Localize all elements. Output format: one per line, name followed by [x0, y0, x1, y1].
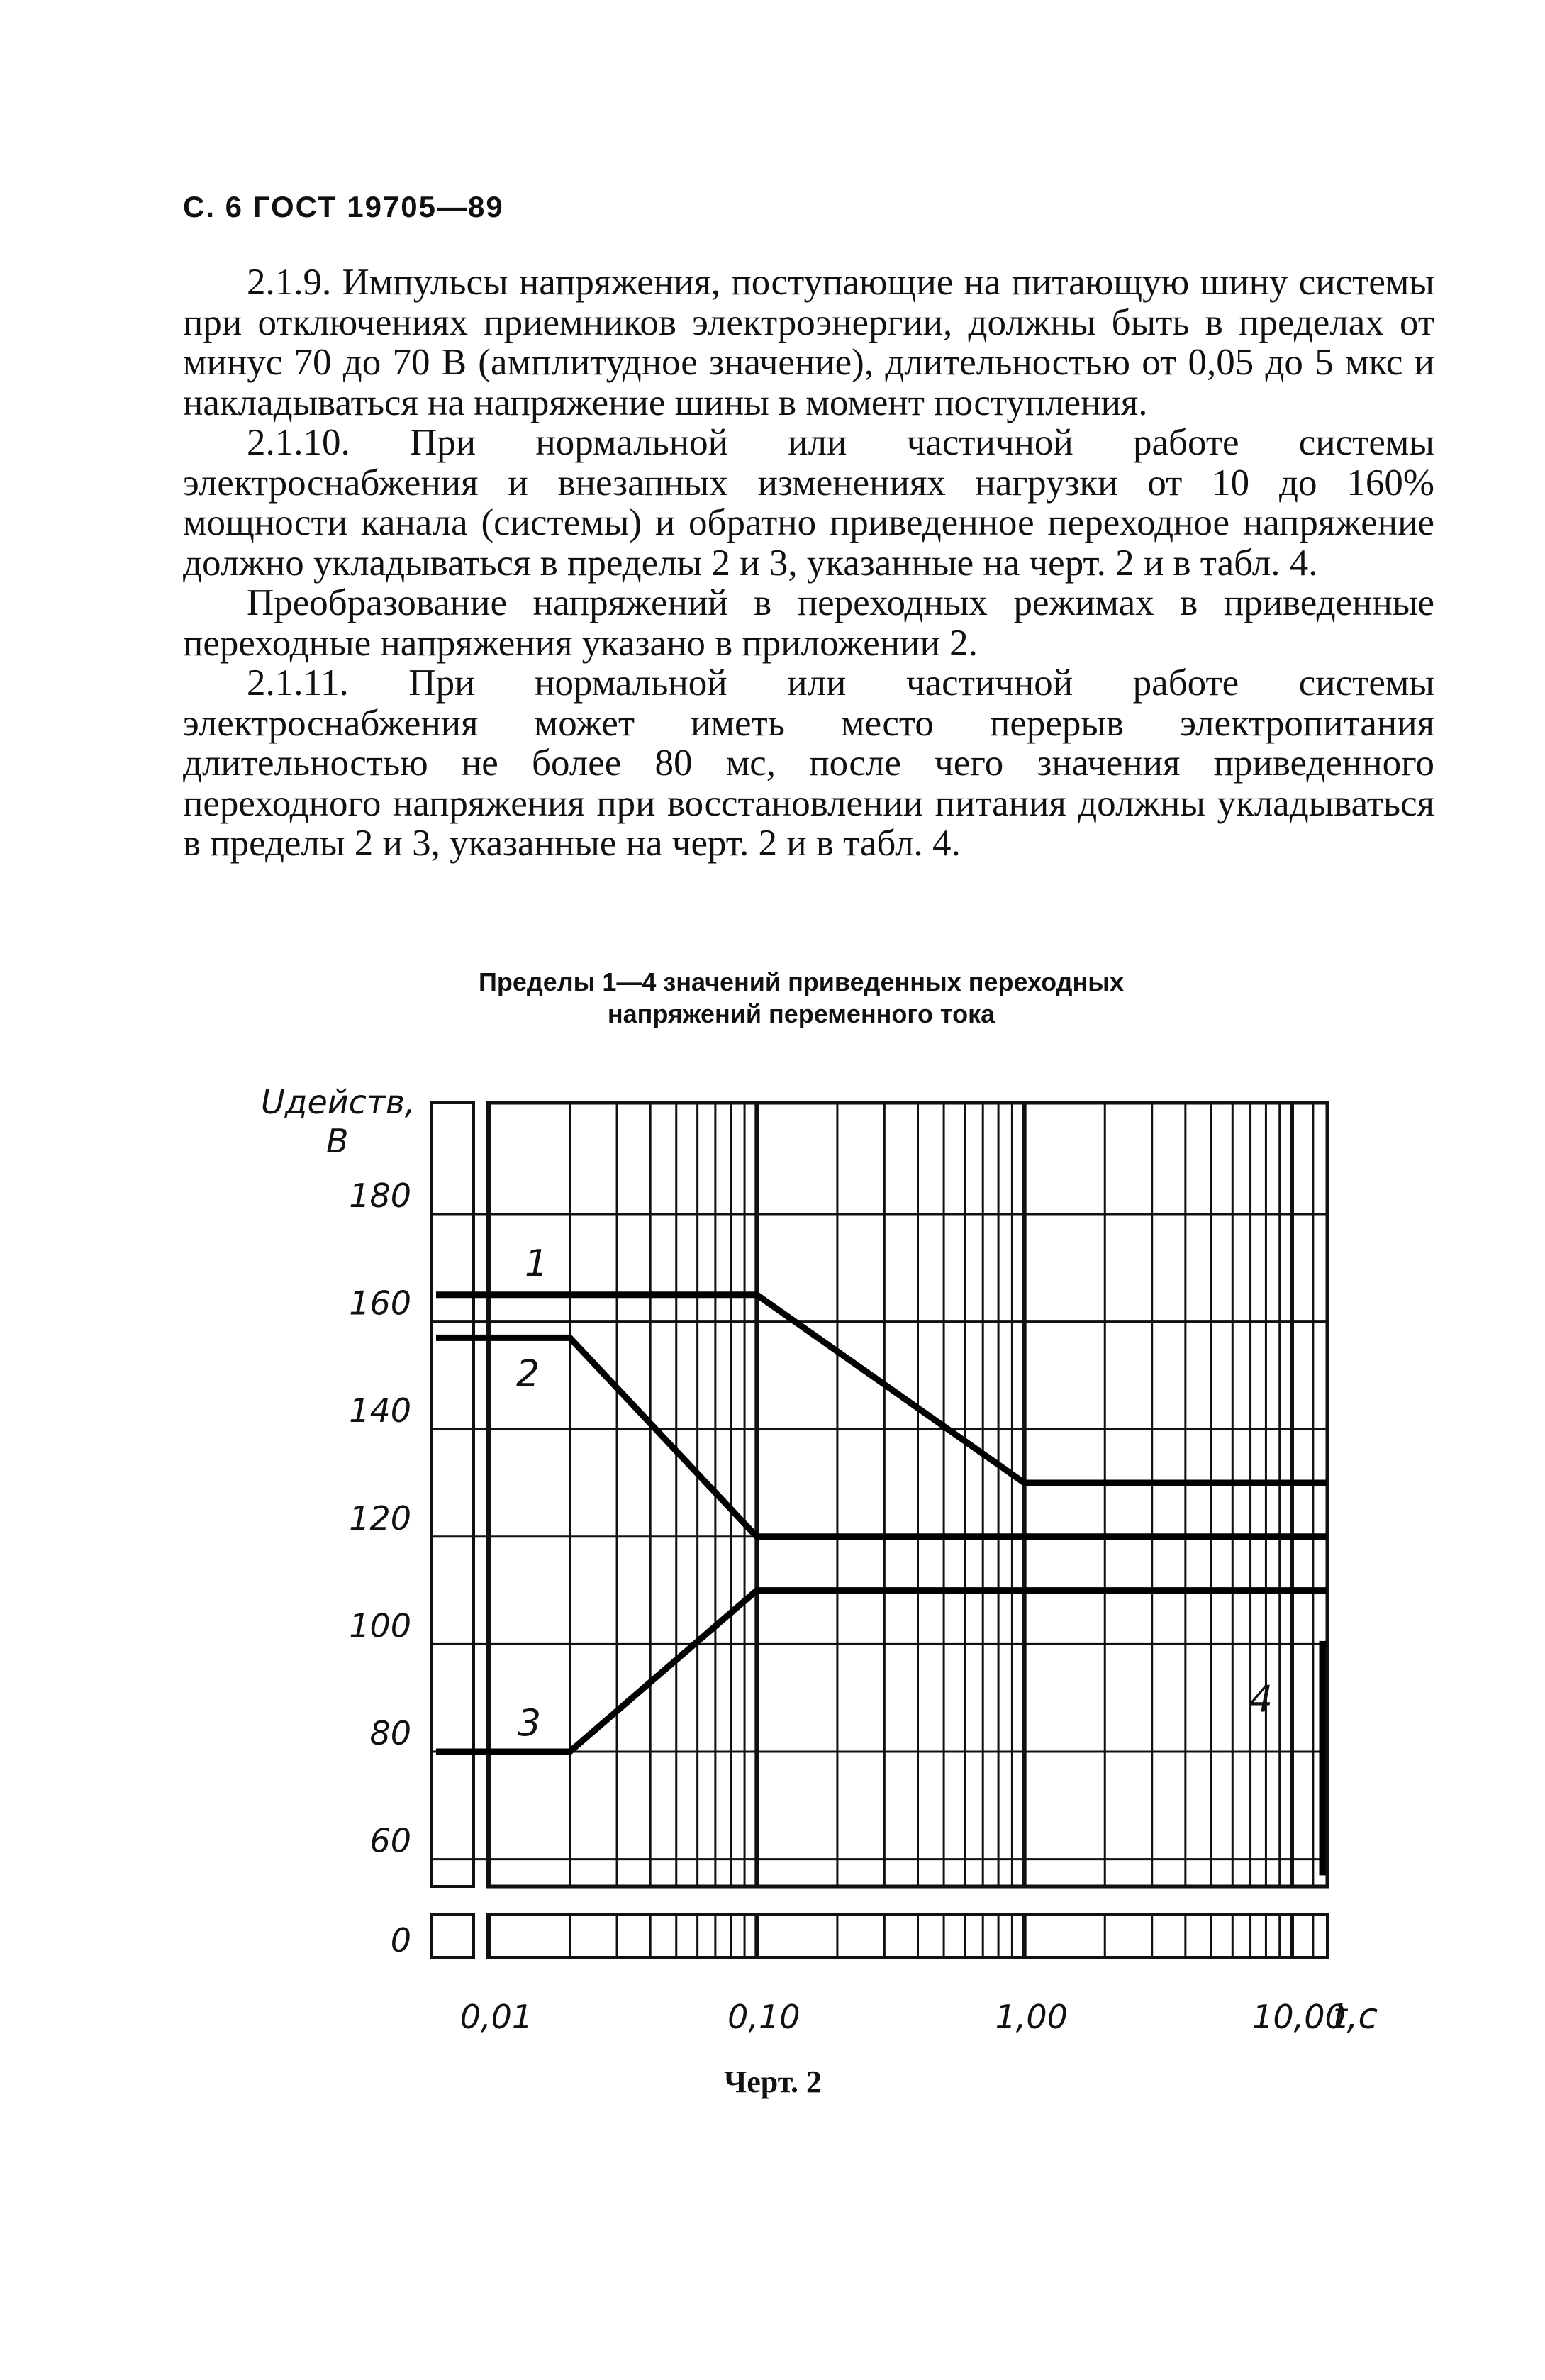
- y-tick-label: 80: [369, 1714, 411, 1752]
- left-strip-frame: [431, 1103, 474, 1886]
- y-axis-label: Uдейств,: [261, 1083, 415, 1121]
- figure-title-line2: напряжений переменного тока: [607, 999, 995, 1028]
- y-tick-label: 140: [349, 1391, 411, 1430]
- figure-title-line1: Пределы 1—4 значений приведенных переходных: [478, 967, 1125, 996]
- y-tick-label: 100: [349, 1606, 411, 1645]
- y-tick-label: 60: [369, 1821, 411, 1860]
- series-label-4: 4: [1249, 1678, 1273, 1721]
- series-label-2: 2: [516, 1352, 540, 1396]
- paragraph-2-1-11: 2.1.11. При нормальной или частичной работе системы электроснабжения может иметь место перерыв электропитания длительностью не более 80 мс, после чего значения приведенного переходного напряжения при восстановлении питания должны укладываться в пределы 2 и 3, указанные на черт. 2 и в табл. 4.: [183, 662, 1434, 864]
- y-tick-label: 120: [349, 1498, 411, 1537]
- paragraph-conversion: Преобразование напряжений в переходных режимах в приведенные переходные напряжения указано в приложении 2.: [183, 582, 1434, 664]
- paragraph-2-1-9: 2.1.9. Импульсы напряжения, поступающие на питающую шину системы при отключениях приемников электроэнергии, должны быть в пределах от минус 70 до 70 В (амплитудное значение), длительностью от 0,05 до 5 мкс и накладываться на напряжение шины в момент поступления.: [183, 262, 1434, 423]
- paragraph-2-1-10: 2.1.10. При нормальной или частичной работе системы электроснабжения и внезапных изменениях нагрузки от 10 до 160% мощности канала (системы) и обратно приведенное переходное напряжение должно укладываться в пределы 2 и 3, указанные на черт. 2 и в табл. 4.: [183, 422, 1434, 584]
- x-tick-label: 0,01: [459, 1998, 533, 2036]
- series-label-1: 1: [525, 1242, 549, 1285]
- figure-caption: Черт. 2: [723, 2064, 822, 2099]
- y-tick-label: 160: [349, 1284, 411, 1323]
- y-tick-label: 0: [390, 1921, 411, 1959]
- y-axis-unit: В: [326, 1122, 349, 1160]
- corner-strip-frame: [431, 1915, 474, 1957]
- page-header: С. 6 ГОСТ 19705—89: [183, 190, 504, 223]
- x-tick-label: 10,00: [1252, 1998, 1346, 2036]
- series-label-3: 3: [518, 1702, 542, 1745]
- x-tick-label: 0,10: [727, 1998, 801, 2036]
- x-tick-label: 1,00: [995, 1998, 1068, 2036]
- bottom-strip-frame: [488, 1915, 1327, 1957]
- y-tick-label: 180: [349, 1177, 411, 1215]
- plot-frame: [488, 1103, 1327, 1886]
- x-axis-label: t,c: [1333, 1996, 1378, 2037]
